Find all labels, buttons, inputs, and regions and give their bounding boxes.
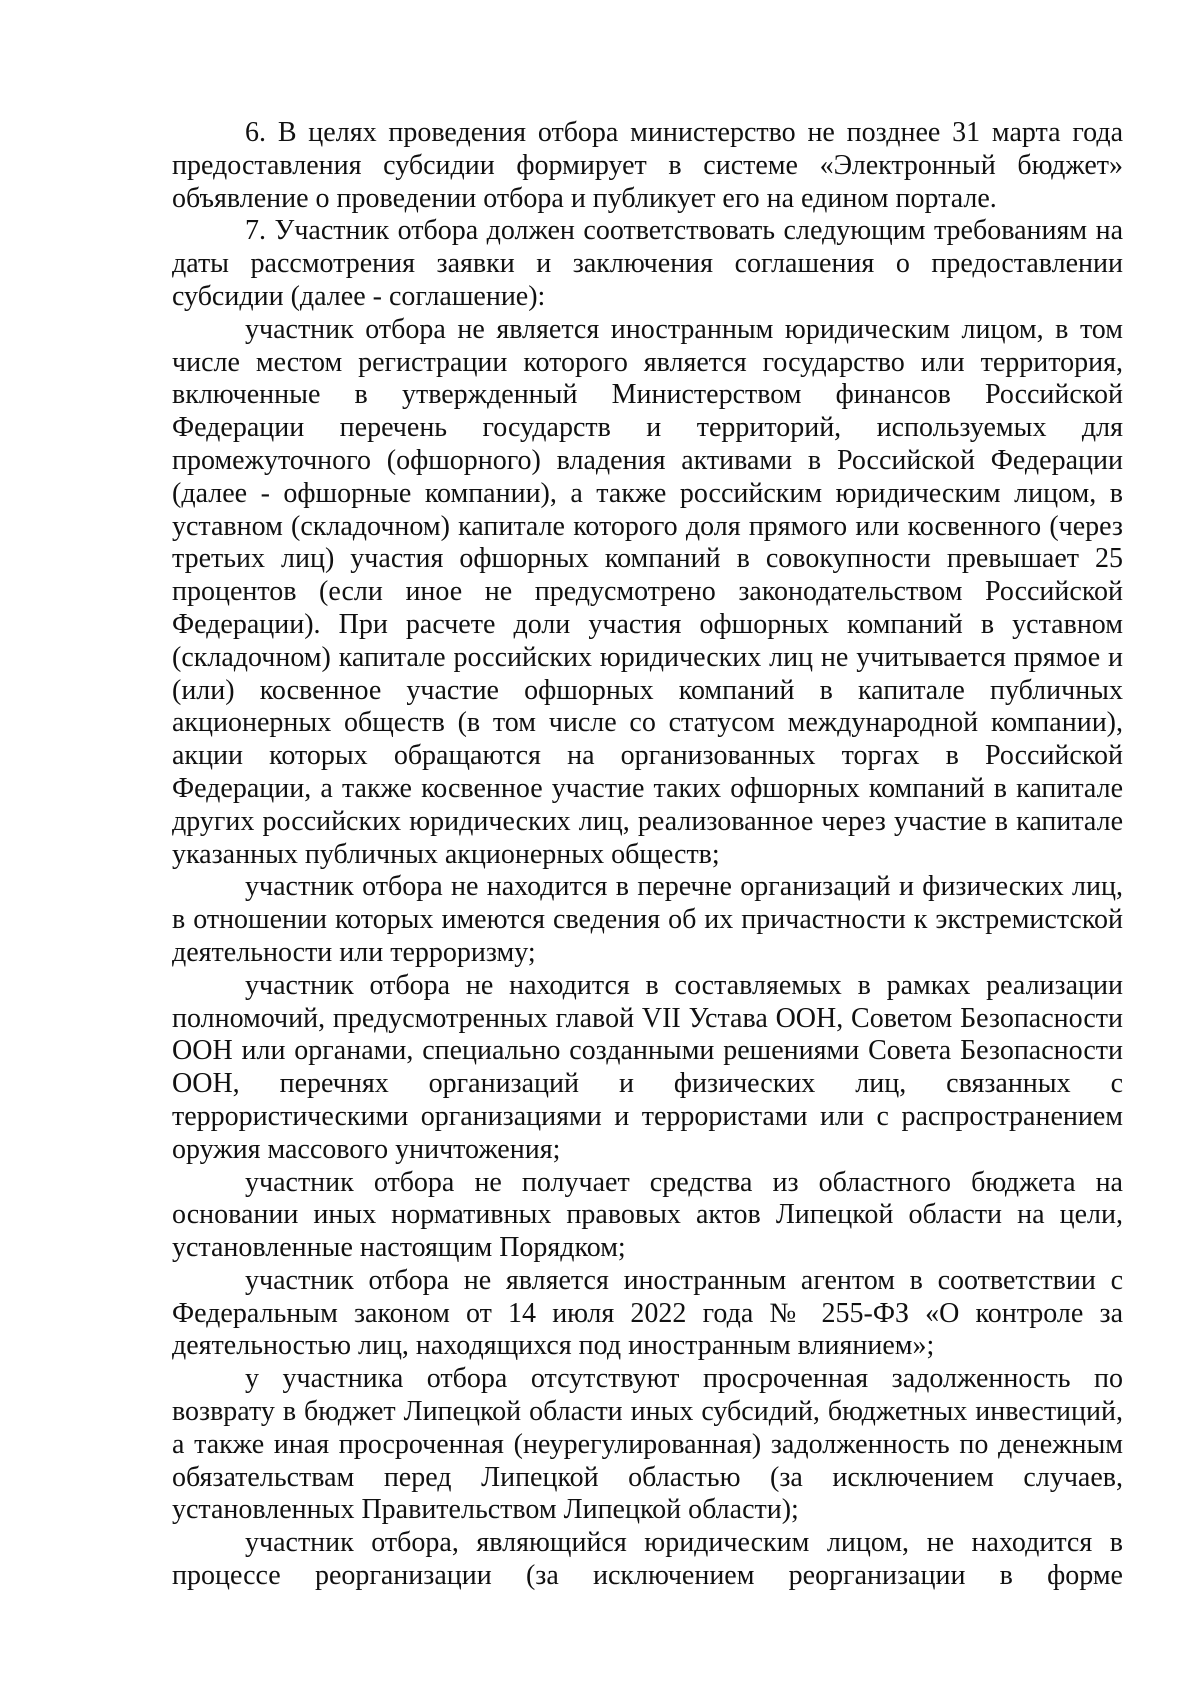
requirement-no-other-budget-funds: участник отбора не получает средства из областного бюджета на основании иных нормативных правовых актов Липецкой области на цели, установленные настоящим Порядком; <box>172 1166 1123 1264</box>
requirement-not-foreign-entity: участник отбора не является иностранным юридическим лицом, в том числе местом регистрации которого является государство или территория, включенные в утвержденный Министерством финансов Российской Федерации перечень государств и территорий, используемых для промежуточного (офшорного) владения активами в Российской Федерации (далее - офшорные компании), а также российским юридическим лицом, в уставном (складочном) капитале которого доля прямого или косвенного (через третьих лиц) участия офшорных компаний в совокупности превышает 25 процентов (если иное не предусмотрено законодательством Российской Федерации). При расчете доли участия офшорных компаний в уставном (складочном) капитале российских юридических лиц не учитывается прямое и (или) косвенное участие офшорных компаний в капитале публичных акционерных обществ (в том числе со статусом международной компании), акции которых обращаются на организованных торгах в Российской Федерации, а также косвенное участие таких офшорных компаний в капитале других российских юридических лиц, реализованное через участие в капитале указанных публичных акционерных обществ; <box>172 313 1123 870</box>
paragraph-7-requirements: 7. Участник отбора должен соответствовать следующим требованиям на даты рассмотрения заявки и заключения соглашения о предоставлении субсидии (далее - соглашение): <box>172 215 1123 312</box>
requirement-not-in-un-lists: участник отбора не находится в составляемых в рамках реализации полномочий, предусмотренных главой VII Устава ООН, Советом Безопасности ООН или органами, специально созданными решениями Совета Безопасности ООН, перечнях организаций и физических лиц, связанных с террористическими организациями и террористами или с распространением оружия массового уничтожения; <box>172 969 1123 1165</box>
requirement-not-foreign-agent: участник отбора не является иностранным агентом в соответствии с Федеральным законом от 14 июля 2022 года № 255-ФЗ «О контроле за деятельностью лиц, находящихся под иностранным влиянием»; <box>172 1264 1123 1362</box>
requirement-no-overdue-debt: у участника отбора отсутствуют просроченная задолженность по возврату в бюджет Липецкой области иных субсидий, бюджетных инвестиций, а также иная просроченная (неурегулированная) задолженность по денежным обязательствам перед Липецкой областью (за исключением случаев, установленных Правительством Липецкой области); <box>172 1363 1123 1526</box>
requirement-not-in-extremist-list: участник отбора не находится в перечне организаций и физических лиц, в отношении которых имеются сведения об их причастности к экстремистской деятельности или терроризму; <box>172 871 1123 968</box>
document-body <box>172 117 1123 1593</box>
paragraph-6-announcement: 6. В целях проведения отбора министерство не позднее 31 марта года предоставления субсидии формирует в системе «Электронный бюджет» объявление о проведении отбора и публикует его на едином портале. <box>172 117 1123 214</box>
requirement-not-in-reorganization: участник отбора, являющийся юридическим лицом, не находится в процессе реорганизации (за исключением реорганизации в форме <box>172 1527 1123 1592</box>
